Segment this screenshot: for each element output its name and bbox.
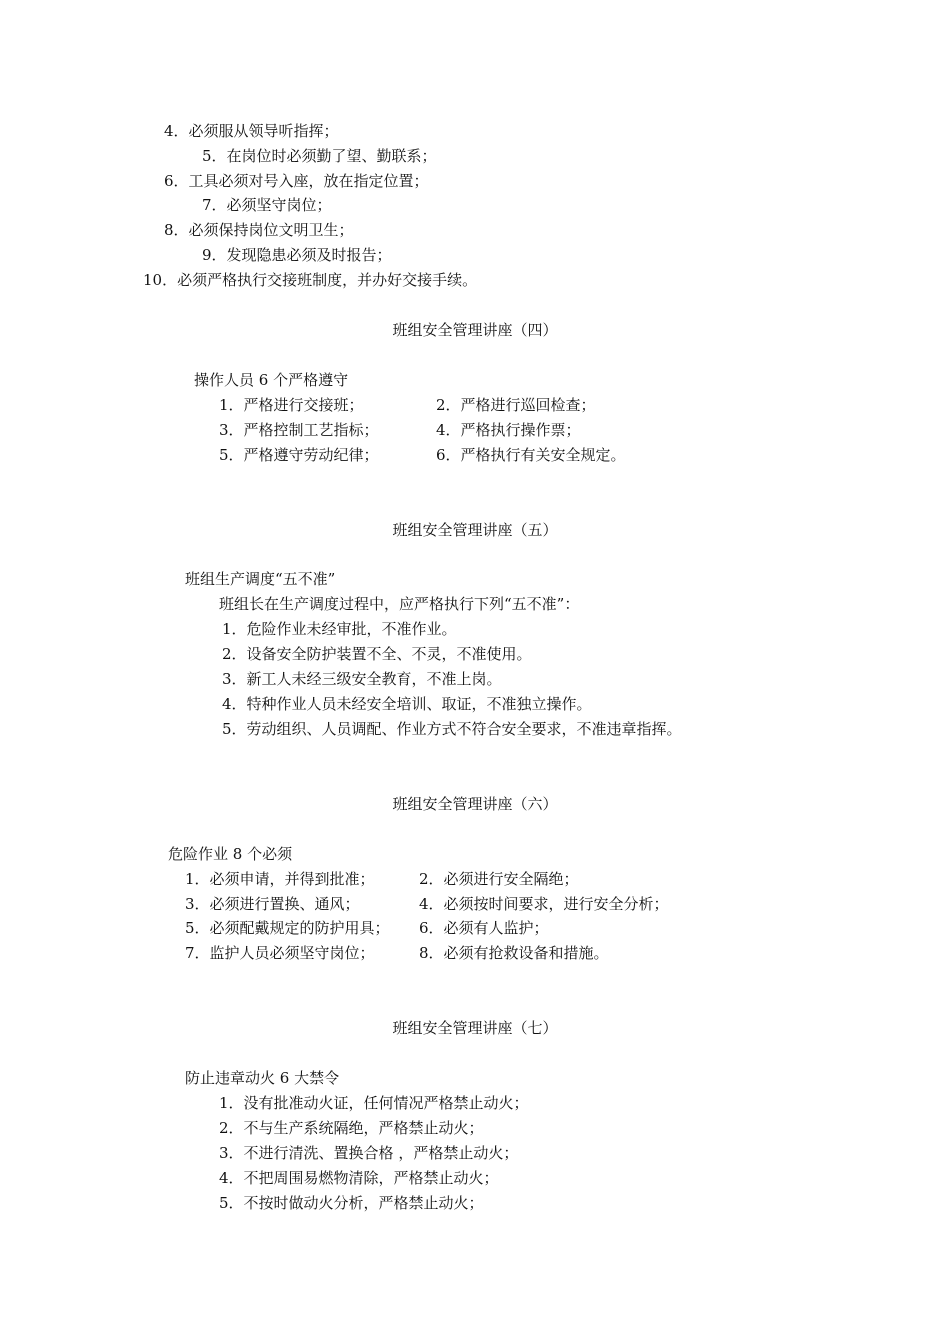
list-item: 4．特种作业人员未经安全培训、取证，不准独立操作。: [222, 695, 592, 713]
list-item: 5．严格遵守劳动纪律；: [219, 446, 379, 464]
list-item: 5．必须配戴规定的防护用具；: [185, 919, 390, 937]
section-subtitle: 危险作业 8 个必须: [168, 845, 293, 863]
list-item: 1．危险作业未经审批，不准作业。: [222, 620, 457, 638]
list-item: 5．劳动组织、人员调配、作业方式不符合安全要求，不准违章指挥。: [222, 720, 682, 738]
section-subtitle: 班组生产调度“五不准”: [185, 570, 336, 588]
list-item: 4．不把周围易燃物清除，严格禁止动火；: [219, 1169, 499, 1187]
list-item: 4．严格执行操作票；: [436, 421, 581, 439]
list-item: 7．必须坚守岗位；: [202, 196, 332, 214]
section-subtitle: 操作人员 6 个严格遵守: [194, 371, 349, 389]
list-item: 4．必须按时间要求，进行安全分析；: [419, 895, 669, 913]
list-item: 9．发现隐患必须及时报告；: [202, 246, 392, 264]
list-item: 8．必须有抢救设备和措施。: [419, 944, 609, 962]
list-item: 8．必须保持岗位文明卫生；: [164, 221, 354, 239]
list-item: 4．必须服从领导听指挥；: [164, 122, 339, 140]
list-item: 7．监护人员必须坚守岗位；: [185, 944, 375, 962]
list-item: 6．严格执行有关安全规定。: [436, 446, 626, 464]
list-item: 2．严格进行巡回检查；: [436, 396, 596, 414]
section-title: 班组安全管理讲座（四）: [392, 321, 558, 339]
list-item: 1．没有批准动火证，任何情况严格禁止动火；: [219, 1094, 529, 1112]
section-title: 班组安全管理讲座（七）: [392, 1019, 558, 1037]
list-item: 1．严格进行交接班；: [219, 396, 364, 414]
list-item: 2．设备安全防护装置不全、不灵，不准使用。: [222, 645, 532, 663]
list-item: 2．必须进行安全隔绝；: [419, 870, 579, 888]
list-item: 10．必须严格执行交接班制度，并办好交接手续。: [143, 271, 478, 289]
section-intro: 班组长在生产调度过程中，应严格执行下列“五不准”：: [219, 595, 580, 613]
list-item: 3．不进行清洗、置换合格 ，严格禁止动火；: [219, 1144, 519, 1162]
list-item: 2．不与生产系统隔绝，严格禁止动火；: [219, 1119, 484, 1137]
list-item: 6．工具必须对号入座，放在指定位置；: [164, 172, 429, 190]
list-item: 1．必须申请，并得到批准；: [185, 870, 375, 888]
section-title: 班组安全管理讲座（六）: [392, 795, 558, 813]
section-subtitle: 防止违章动火 6 大禁令: [185, 1069, 340, 1087]
list-item: 3．新工人未经三级安全教育，不准上岗。: [222, 670, 502, 688]
list-item: 5．在岗位时必须勤了望、勤联系；: [202, 147, 437, 165]
list-item: 5．不按时做动火分析，严格禁止动火；: [219, 1194, 484, 1212]
list-item: 6．必须有人监护；: [419, 919, 549, 937]
list-item: 3．严格控制工艺指标；: [219, 421, 379, 439]
section-title: 班组安全管理讲座（五）: [392, 521, 558, 539]
list-item: 3．必须进行置换、通风；: [185, 895, 360, 913]
